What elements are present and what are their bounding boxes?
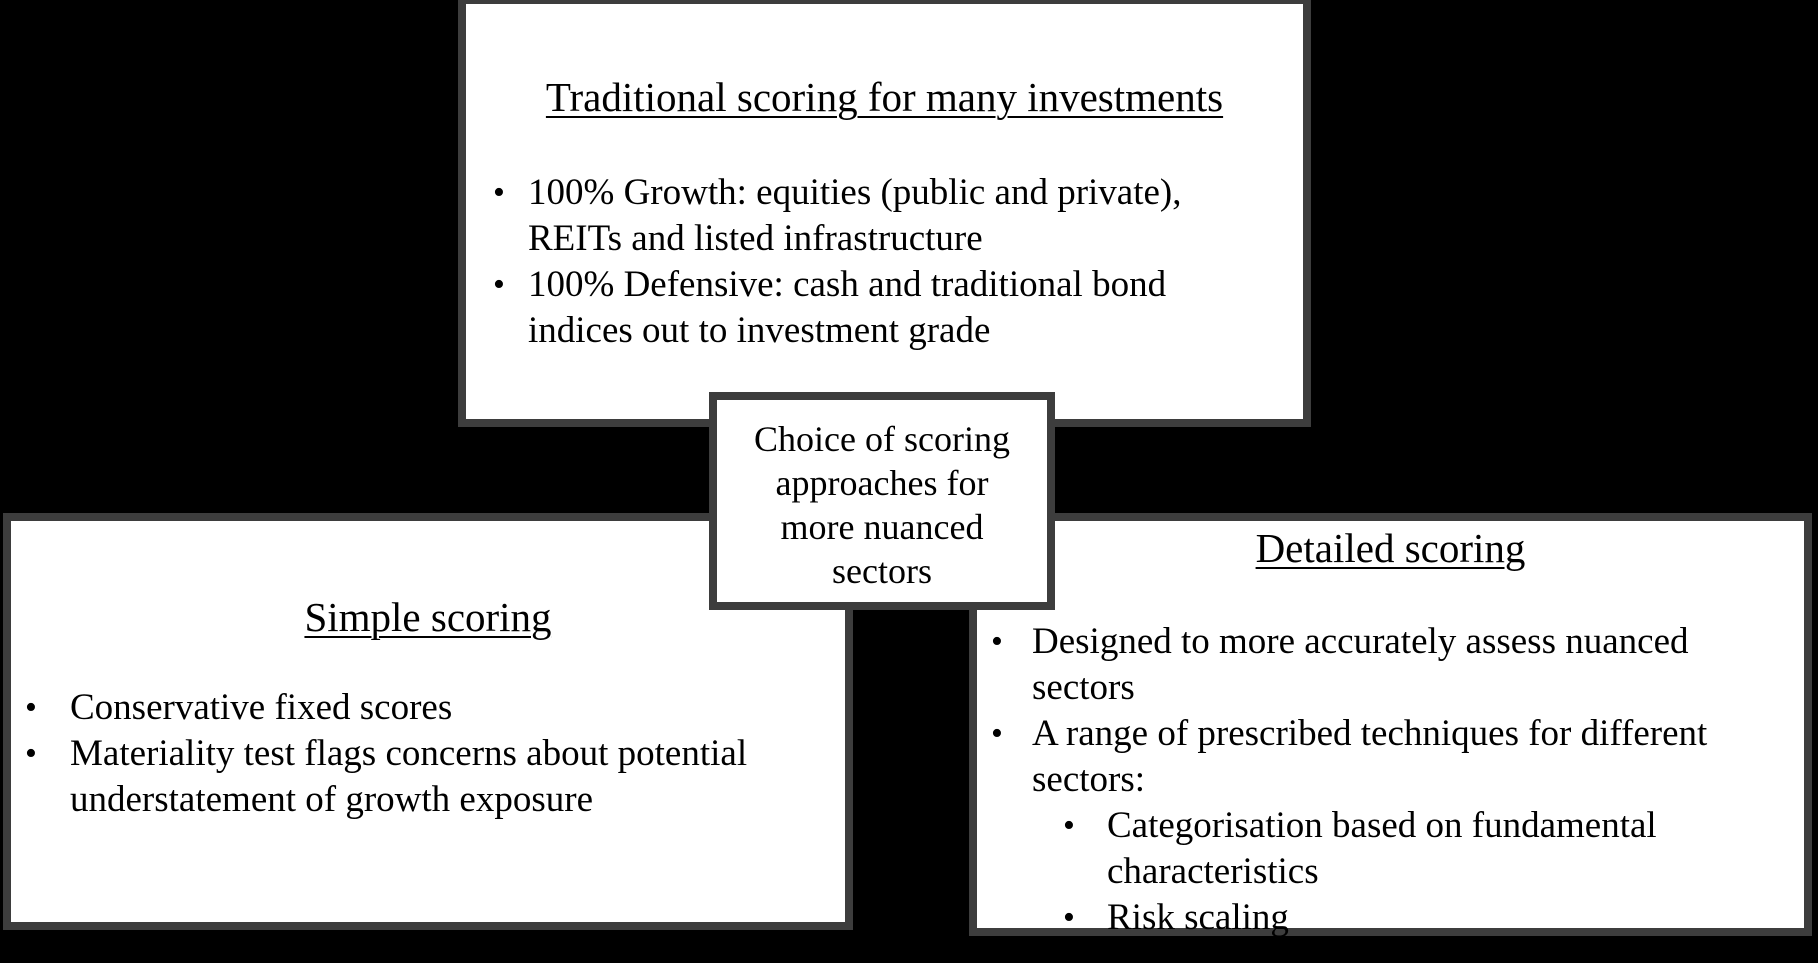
bullet-line: sectors [1032,667,1135,708]
bullet-item [991,619,1804,711]
bullet-item [25,731,845,823]
simple-scoring-title: Simple scoring [304,594,552,640]
bullet-line: Categorisation based on fundamental [1107,805,1657,846]
detailed-scoring-box [969,513,1812,936]
bullet-icon: • [1063,807,1075,844]
bullet-line: 100% Defensive: cash and traditional bond [528,264,1167,305]
choice-line: approaches for [775,463,989,503]
bullet-line: Conservative fixed scores [70,687,453,728]
bullet-icon: • [493,266,505,303]
detailed-scoring-bullets [977,619,1804,941]
choice-of-scoring-box [709,392,1055,610]
detailed-scoring-title: Detailed scoring [1255,525,1526,571]
bullet-icon: • [25,689,37,726]
choice-line: Choice of scoring [754,419,1010,459]
sub-bullet-item [1063,895,1804,941]
bullet-line: Designed to more accurately assess nuanced [1032,621,1689,662]
simple-scoring-bullets [11,685,845,823]
bullet-line: sectors: [1032,759,1146,800]
bullet-item [493,170,1303,262]
traditional-scoring-bullets [466,170,1303,354]
traditional-scoring-box [458,0,1311,427]
bullet-line: A range of prescribed techniques for different [1032,713,1708,754]
choice-line: more nuanced [780,507,984,547]
bullet-line: characteristics [1107,851,1319,892]
bullet-icon: • [493,174,505,211]
bullet-icon: • [991,715,1003,752]
choice-of-scoring-text [717,400,1047,593]
bullet-line: 100% Growth: equities (public and private), [528,172,1182,213]
choice-line: sectors [832,551,932,591]
sub-bullet-item [1063,803,1804,895]
bullet-line: Risk scaling [1107,897,1289,938]
bullet-item [25,685,845,731]
bullet-item [991,711,1804,803]
bullet-icon: • [1063,899,1075,936]
bullet-icon: • [25,735,37,772]
bullet-line: REITs and listed infrastructure [528,218,983,259]
bullet-line: Materiality test flags concerns about potential [70,733,748,774]
traditional-scoring-title: Traditional scoring for many investments [545,74,1224,120]
bullet-item [493,262,1303,354]
bullet-line: indices out to investment grade [528,310,991,351]
bullet-line: understatement of growth exposure [70,779,593,820]
bullet-icon: • [991,623,1003,660]
